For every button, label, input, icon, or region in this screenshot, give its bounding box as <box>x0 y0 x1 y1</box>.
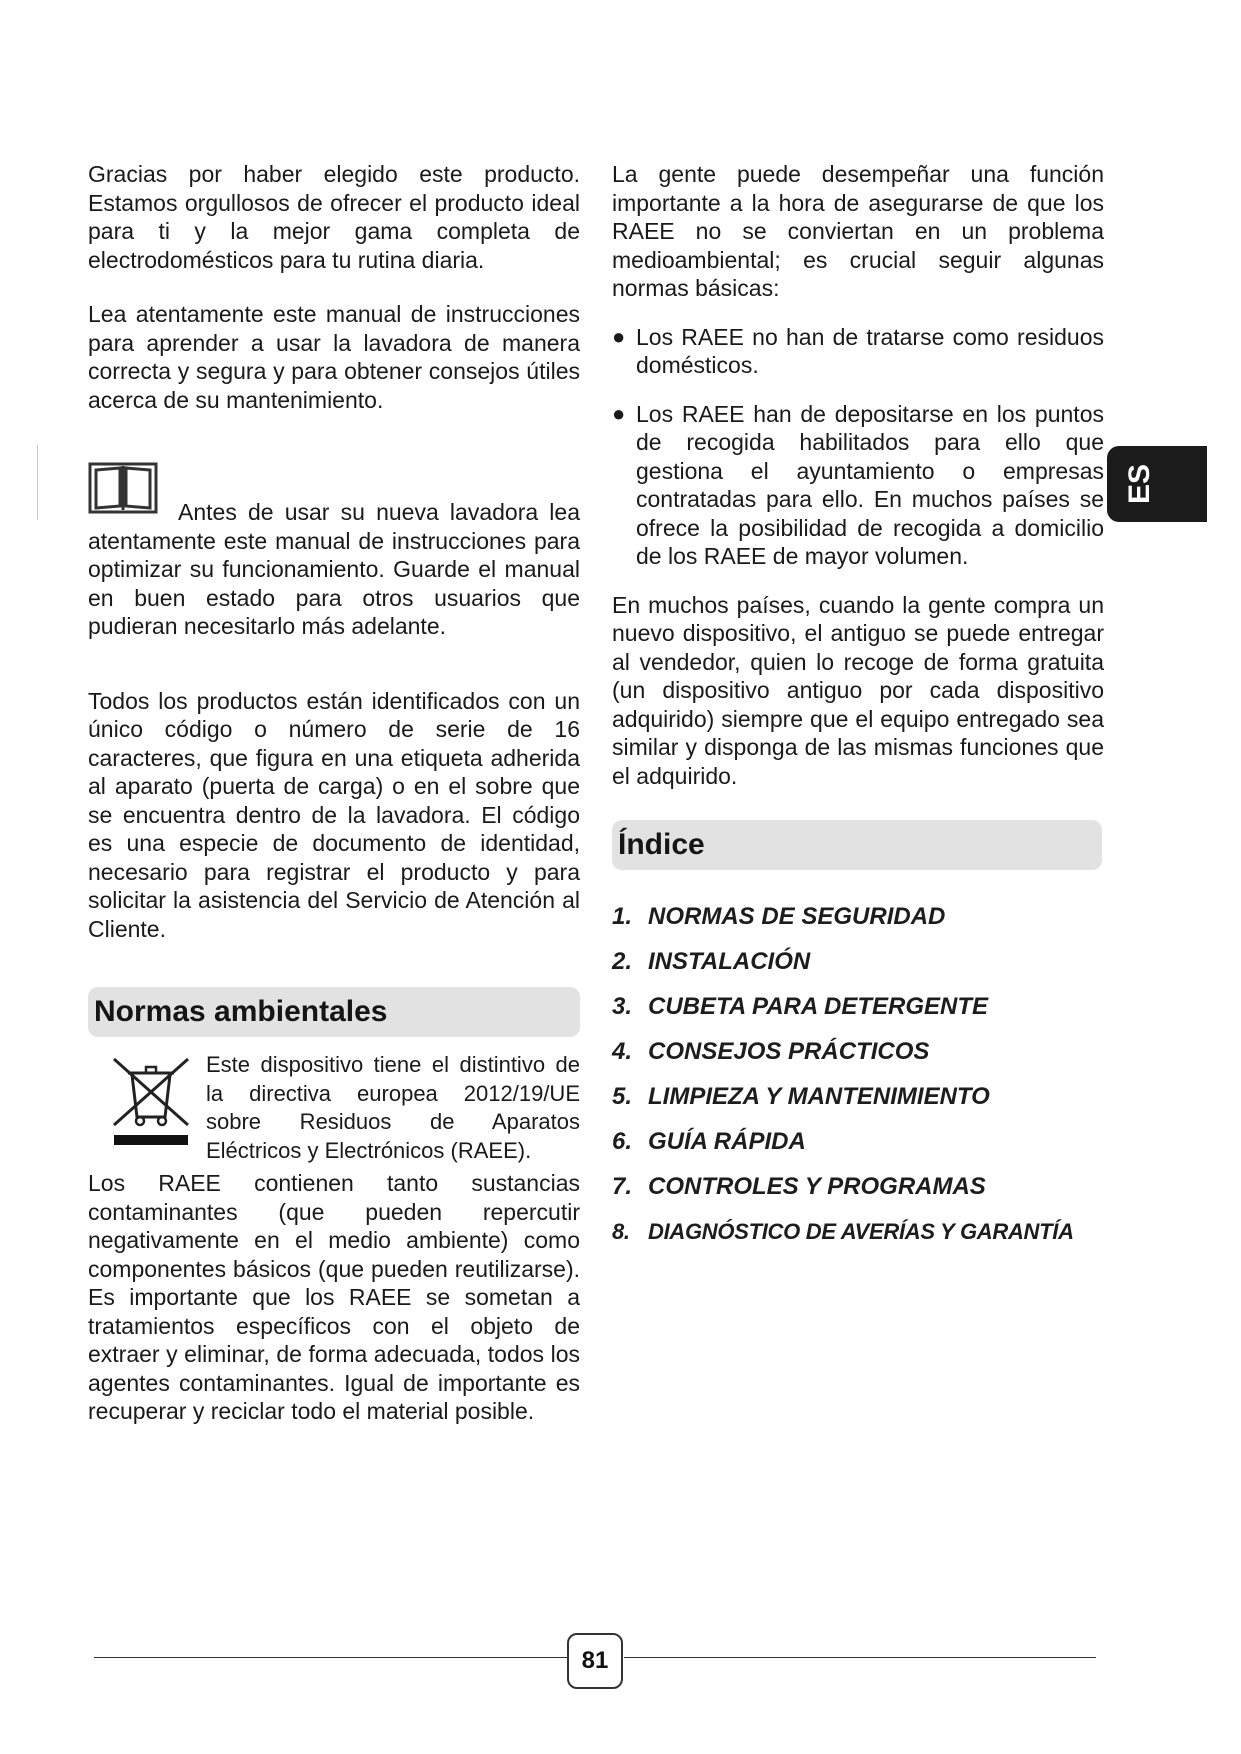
index-item: 1. NORMAS DE SEGURIDAD <box>612 903 946 930</box>
right-column <box>612 160 1104 1254</box>
environmental-heading: Normas ambientales <box>94 995 388 1028</box>
index-item: 5. LIMPIEZA Y MANTENIMIENTO <box>612 1083 990 1110</box>
index-item: 7. CONTROLES Y PROGRAMAS <box>612 1173 986 1200</box>
index-list <box>612 894 1104 1254</box>
environmental-section-header <box>88 987 580 1037</box>
retailer-return-paragraph: En muchos países, cuando la gente compra un nuevo dispositivo, el antiguo se puede entregar al vendedor, quien lo recoge de forma gratuita (un dispositivo antiguo por cada dispositivo adquirido) siempre que el equipo entregado sea similar y disponga de las mismas funciones que el adquirido. <box>612 591 1104 789</box>
weee-body-paragraph: Los RAEE contienen tanto sustancias contaminantes (que pueden repercutir negativamente en el medio ambiente) como componentes básicos (que pueden reutilizarse). Es importante que los RAEE se sometan a tratamientos específicos con el objeto de extraer y eliminar, de forma adecuada, todos los agentes contaminantes. Igual de importante es recuperar y reciclar todo el material posible. <box>88 1170 580 1424</box>
left-column <box>88 160 580 1426</box>
weee-directive-text: Este dispositivo tiene el distintivo de la directiva europea 2012/19/UE sobre Residuos de Aparatos Eléctricos y Electrónicos (RAEE). <box>206 1052 580 1163</box>
open-book-icon <box>88 460 158 516</box>
footer-rule-right <box>624 1657 1096 1658</box>
index-item: 8. DIAGNÓSTICO DE AVERÍAS Y GARANTÍA <box>612 1219 1074 1244</box>
bullet-item: ● Los RAEE han de depositarse en los puntos de recogida habilitados para ello que gestiona el ayuntamiento o empresas contratadas para ello. En muchos países se ofrece la posibilidad de recogida a domicilio de los RAEE de mayor volumen. <box>612 400 1104 571</box>
bullet-item: ● Los RAEE no han de tratarse como residuos domésticos. <box>612 323 1104 380</box>
weee-block <box>88 1051 580 1165</box>
language-tab-label: ES <box>1123 463 1156 505</box>
read-manual-paragraph: Lea atentamente este manual de instrucciones para aprender a usar la lavadora de manera correcta y segura y para obtener consejos útiles acerca de su mantenimiento. <box>88 301 580 413</box>
people-role-paragraph: La gente puede desempeñar una función importante a la hora de asegurarse de que los RAEE no se conviertan en un problema medioambiental; es crucial seguir algunas normas básicas: <box>612 161 1104 301</box>
intro-paragraph: Gracias por haber elegido este producto. Estamos orgullosos de ofrecer el producto ideal para ti y la mejor gama completa de electrodomésticos para tu rutina diaria. <box>88 161 580 273</box>
crossed-bin-icon <box>106 1051 196 1151</box>
identification-paragraph: Todos los productos están identificados con un único código o número de serie de 16 caracteres, que figura en una etiqueta adherida al aparato (puerta de carga) o en el sobre que se encuentra dentro de la lavadora. El código es una especie de documento de identidad, necesario para registrar el producto y para solicitar la asistencia del Servicio de Atención al Cliente. <box>88 687 580 942</box>
footer-rule-left <box>94 1657 567 1658</box>
index-item: 6. GUÍA RÁPIDA <box>612 1128 806 1155</box>
margin-mark <box>37 445 38 520</box>
manual-note-paragraph: Antes de usar su nueva lavadora lea atentamente este manual de instrucciones para optimizar su funcionamiento. Guarde el manual en buen estado para otros usuarios que pudieran necesitarlo más adelante. <box>88 499 580 639</box>
page-number: 81 <box>567 1633 623 1689</box>
index-item: 4. CONSEJOS PRÁCTICOS <box>612 1038 930 1065</box>
index-heading: Índice <box>618 828 705 861</box>
index-item: 3. CUBETA PARA DETERGENTE <box>612 993 989 1020</box>
index-section-header <box>612 820 1102 870</box>
index-item: 2. INSTALACIÓN <box>612 948 811 975</box>
